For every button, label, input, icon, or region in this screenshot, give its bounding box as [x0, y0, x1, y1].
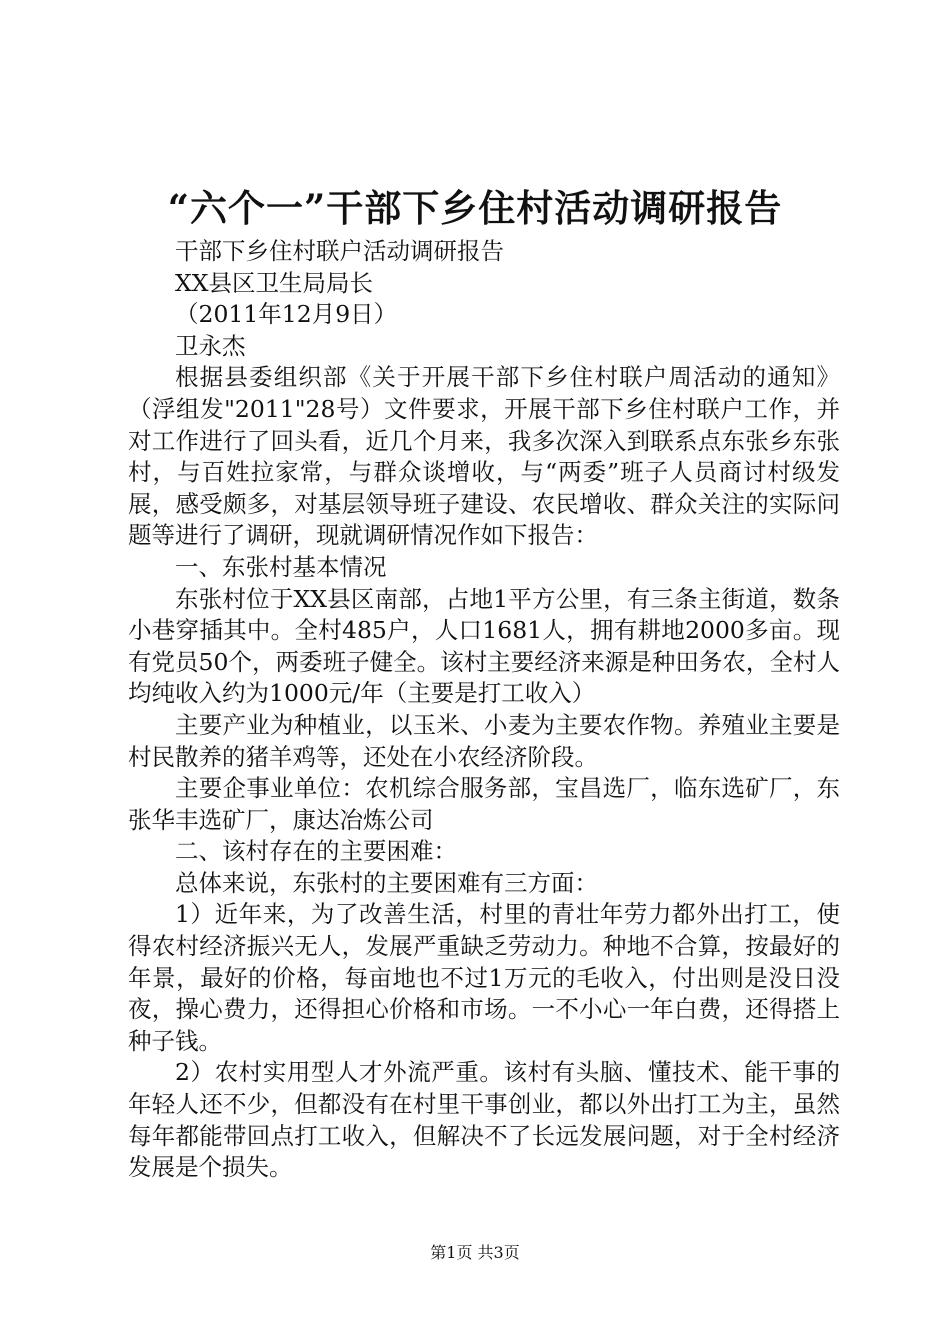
paragraph-village-overview: 东张村位于XX县区南部，占地1平方公里，有三条主街道，数条小巷穿插其中。全村485户，人口1681人，拥有耕地2000多亩。现有党员50个，两委班子健全。该村主要经济来源是种田务农，全村人均纯收入约为1000元/年（主要是打工收入）	[128, 584, 840, 708]
paragraph-industry: 主要产业为种植业，以玉米、小麦为主要农作物。养殖业主要是村民散养的猪羊鸡等，还处在小农经济阶段。	[128, 710, 840, 771]
section-heading-2: 二、该村存在的主要困难：	[175, 837, 457, 866]
paragraph-date: （2011年12月9日）	[175, 300, 398, 329]
document-title: “六个一”干部下乡住村活动调研报告	[167, 186, 783, 230]
page-footer: 第1页 共3页	[430, 1243, 520, 1262]
paragraph-difficulty-1: 1）近年来，为了改善生活，村里的青壮年劳力都外出打工，使得农村经济振兴无人，发展严重缺乏劳动力。种地不合算，按最好的年景，最好的价格，每亩地也不过1万元的毛收入，付出则是没日没夜，操心费力，还得担心价格和市场。一不小心一年白费，还得搭上种子钱。	[128, 900, 840, 1055]
paragraph-intro: 根据县委组织部《关于开展干部下乡住村联户周活动的通知》（浮组发"2011"28号）文件要求，开展干部下乡住村联户工作，并对工作进行了回头看，近几个月来，我多次深入到联系点东张乡东张村，与百姓拉家常，与群众谈增收，与“两委”班子人员商讨村级发展，感受颇多，对基层领导班子建设、农民增收、群众关注的实际问题等进行了调研，现就调研情况作如下报告：	[128, 363, 840, 550]
document-body	[128, 236, 840, 1184]
paragraph-difficulty-2: 2）农村实用型人才外流严重。该村有头脑、懂技术、能干事的年轻人还不少，但都没有在村里干事创业，都以外出打工为主，虽然每年都能带回点打工收入，但解决不了长远发展问题，对于全村经济发展是个损失。	[128, 1058, 840, 1182]
section-heading-1: 一、东张村基本情况	[175, 552, 387, 581]
paragraph-subtitle: 干部下乡住村联户活动调研报告	[175, 237, 504, 265]
paragraph-enterprises: 主要企事业单位：农机综合服务部，宝昌选厂，临东选矿厂，东张华丰选矿厂，康达冶炼公司	[128, 774, 840, 834]
paragraph-difficulties-summary: 总体来说，东张村的主要困难有三方面：	[175, 868, 598, 897]
paragraph-author-title: XX县区卫生局局长	[175, 268, 373, 297]
paragraph-author-name: 卫永杰	[175, 331, 246, 360]
